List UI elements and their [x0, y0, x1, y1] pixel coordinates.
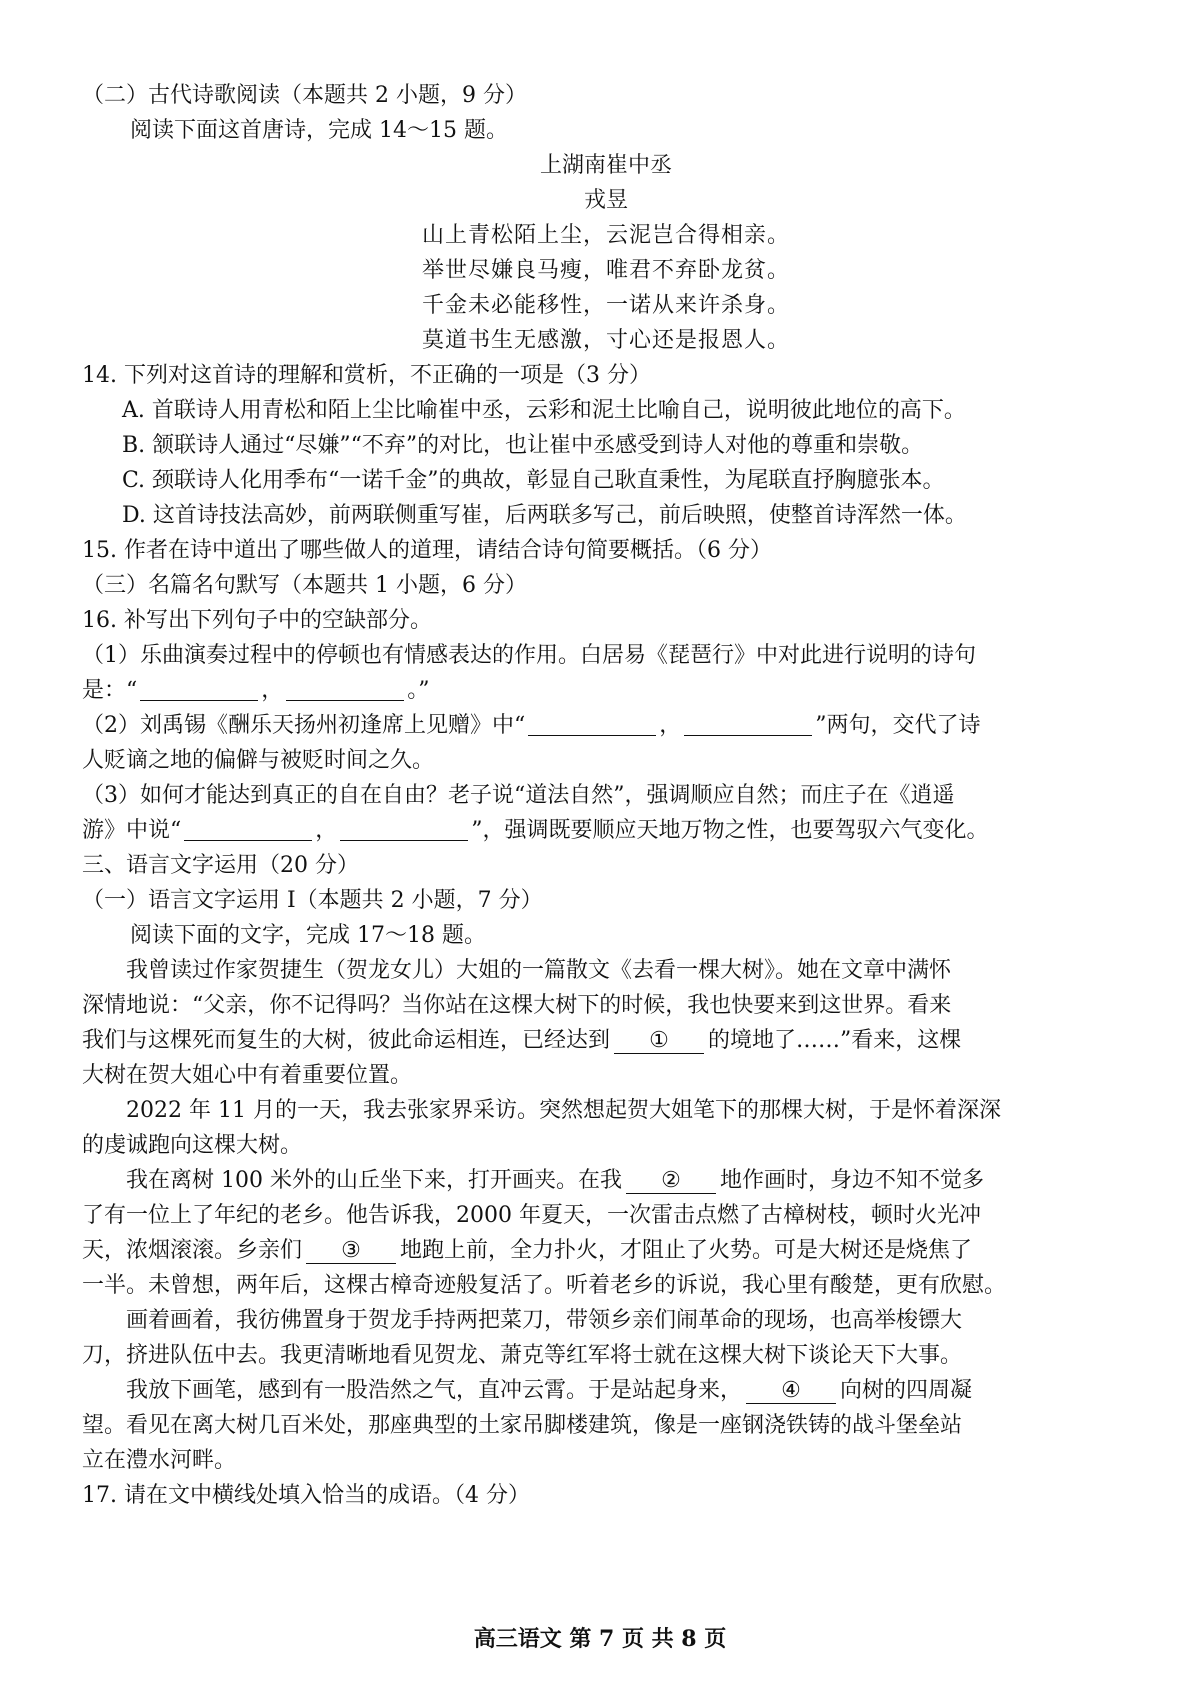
question-16-part-3-blanks: [82, 813, 1100, 848]
text-segment: （2）刘禹锡《酬乐天扬州初逢席上见赠》中“: [82, 713, 526, 738]
poem-line: 举世尽嫌良马瘦，唯君不弃卧龙贫。: [421, 258, 790, 283]
passage-line: [82, 1163, 1100, 1198]
passage-line: 一半。未曾想，两年后，这棵古樟奇迹般复活了。听着老乡的诉说，我心里有酸楚，更有欣慰。: [82, 1273, 1007, 1298]
question-16-part-2-cont: 人贬谪之地的偏僻与被贬时间之久。: [82, 748, 435, 773]
question-17-stem: 17. 请在文中横线处填入恰当的成语。（4 分）: [82, 1483, 530, 1508]
text-segment: 我们与这棵死而复生的大树，彼此命运相连，已经达到: [82, 1028, 611, 1053]
text-segment: ”两句，交代了诗: [815, 713, 981, 738]
question-14-stem: 14. 下列对这首诗的理解和赏析，不正确的一项是（3 分）: [82, 363, 651, 388]
passage-instruction: 阅读下面的文字，完成 17～18 题。: [130, 923, 486, 948]
question-16-part-3: （3）如何才能达到真正的自在自由？老子说“道法自然”，强调顺应自然；而庄子在《逍遥: [82, 783, 955, 808]
passage-line: 我曾读过作家贺捷生（贺龙女儿）大姐的一篇散文《去看一棵大树》。她在文章中满怀: [126, 958, 952, 983]
text-segment: 游》中说“: [82, 818, 182, 843]
passage-line: [82, 1233, 1100, 1268]
passage-line: 了有一位上了年纪的老乡。他告诉我，2000 年夏天，一次雷击点燃了古樟树枝，顿时火光冲: [82, 1203, 981, 1228]
answer-blank[interactable]: [140, 678, 258, 701]
question-16-stem: 16. 补写出下列句子中的空缺部分。: [82, 608, 432, 633]
blank-marker-1[interactable]: ①: [614, 1029, 704, 1054]
text-segment: ”，强调既要顺应天地万物之性，也要驾驭六气变化。: [471, 818, 989, 843]
answer-blank[interactable]: [340, 818, 468, 841]
passage-line: 画着画着，我彷佛置身于贺龙手持两把菜刀，带领乡亲们闹革命的现场，也高举梭镖大: [126, 1308, 963, 1333]
blank-marker-3[interactable]: ③: [306, 1239, 396, 1264]
poetry-instruction: 阅读下面这首唐诗，完成 14～15 题。: [130, 118, 508, 143]
passage-line: 望。看见在离大树几百米处，那座典型的土家吊脚楼建筑，像是一座钢浇铁铸的战斗堡垒站: [82, 1413, 963, 1438]
passage-line: 2022 年 11 月的一天，我去张家界采访。突然想起贺大姐笔下的那棵大树，于是怀着深深: [126, 1098, 1001, 1123]
answer-blank[interactable]: [184, 818, 312, 841]
poem-line: 山上青松陌上尘，云泥岂合得相亲。: [421, 223, 790, 248]
text-segment: 我在离树 100 米外的山丘坐下来，打开画夹。在我: [126, 1168, 622, 1193]
question-14-option-d: D. 这首诗技法高妙，前两联侧重写崔，后两联多写己，前后映照，使整首诗浑然一体。: [122, 503, 967, 528]
part-header-language-use: 三、语言文字运用（20 分）: [82, 853, 359, 878]
text-segment: 。”: [407, 678, 430, 703]
text-segment: 是：“: [82, 678, 138, 703]
blank-marker-2[interactable]: ②: [626, 1169, 716, 1194]
text-segment: 的境地了……”看来，这棵: [708, 1028, 962, 1053]
passage-line: 深情地说：“父亲，你不记得吗？当你站在这棵大树下的时候，我也快要来到这世界。看来: [82, 993, 952, 1018]
section-header-language-use-1: （一）语言文字运用 I（本题共 2 小题，7 分）: [82, 888, 543, 913]
text-segment: 向树的四周凝: [840, 1378, 973, 1403]
section-header-poetry: （二）古代诗歌阅读（本题共 2 小题，9 分）: [82, 83, 527, 108]
section-header-recitation: （三）名篇名句默写（本题共 1 小题，6 分）: [82, 573, 527, 598]
question-16-part-1: （1）乐曲演奏过程中的停顿也有情感表达的作用。白居易《琵琶行》中对此进行说明的诗句: [82, 643, 977, 668]
question-14-option-a: A. 首联诗人用青松和陌上尘比喻崔中丞，云彩和泥土比喻自己，说明彼此地位的高下。: [122, 398, 966, 423]
question-16-part-1-blanks: [82, 673, 1100, 708]
question-14-option-c: C. 颈联诗人化用季布“一诺千金”的典故，彰显自己耿直秉性，为尾联直抒胸臆张本。: [122, 468, 945, 493]
passage-line: 刀，挤进队伍中去。我更清晰地看见贺龙、萧克等红军将士就在这棵大树下谈论天下大事。: [82, 1343, 963, 1368]
text-segment: ，: [261, 678, 284, 703]
page-footer: 高三语文 第 7 页 共 8 页: [473, 1626, 727, 1652]
text-segment: 地跑上前，全力扑火，才阻止了火势。可是大树还是烧焦了: [400, 1238, 973, 1263]
poem-author: 戎昱: [583, 188, 628, 213]
passage-line: 立在澧水河畔。: [82, 1448, 237, 1473]
text-segment: ，: [659, 713, 682, 738]
poem-title: 上湖南崔中丞: [539, 153, 672, 178]
answer-blank[interactable]: [684, 713, 812, 736]
text-segment: 天，浓烟滚滚。乡亲们: [82, 1238, 303, 1263]
poem-line: 莫道书生无感激，寸心还是报恩人。: [421, 328, 790, 353]
question-16-part-2: [82, 708, 1100, 743]
text-segment: 地作画时，身边不知不觉多: [719, 1168, 984, 1193]
passage-line: 大树在贺大姐心中有着重要位置。: [82, 1063, 413, 1088]
passage-line: 的虔诚跑向这棵大树。: [82, 1133, 303, 1158]
answer-blank[interactable]: [528, 713, 656, 736]
passage-line: [82, 1373, 1100, 1408]
question-15-stem: 15. 作者在诗中道出了哪些做人的道理，请结合诗句简要概括。（6 分）: [82, 538, 772, 563]
text-segment: 我放下画笔，感到有一股浩然之气，直冲云霄。于是站起身来，: [126, 1378, 743, 1403]
answer-blank[interactable]: [286, 678, 404, 701]
poem-line: 千金未必能移性，一诺从来许杀身。: [421, 293, 790, 318]
question-14-option-b: B. 颔联诗人通过“尽嫌”“不弃”的对比，也让崔中丞感受到诗人对他的尊重和崇敬。: [122, 433, 924, 458]
passage-line: [82, 1023, 1100, 1058]
text-segment: ，: [315, 818, 338, 843]
blank-marker-4[interactable]: ④: [746, 1379, 836, 1404]
